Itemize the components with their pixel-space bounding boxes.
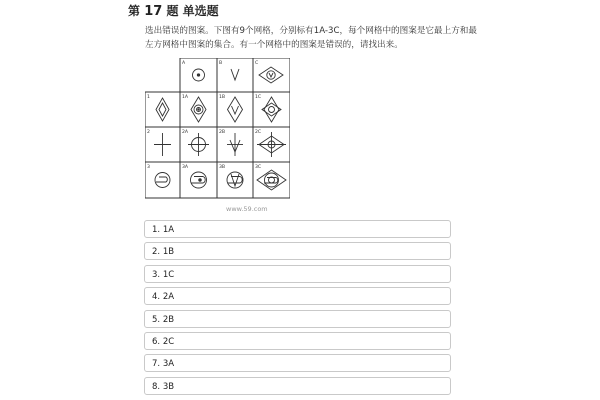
cell-2c-pattern (257, 132, 286, 157)
option-index: 7. (152, 359, 161, 370)
col-label-b: B (219, 61, 223, 66)
option-1c[interactable] (144, 265, 451, 283)
option-label: 1B (162, 247, 175, 258)
option-2b[interactable] (144, 310, 451, 328)
watermark: www.59.com (226, 205, 268, 213)
puzzle-figure (145, 58, 290, 216)
row-label-2: 2 (147, 130, 150, 135)
cell-1c-pattern (262, 97, 281, 122)
spiral-shape (155, 173, 170, 188)
cell-label-1b: 1B (219, 95, 226, 100)
option-label: 1A (162, 225, 175, 235)
cell-2a-pattern (188, 133, 209, 156)
option-2c[interactable] (144, 332, 451, 350)
diamond-shape (156, 98, 169, 121)
eye-shape (259, 67, 283, 83)
cell-1b-pattern (228, 97, 243, 122)
cell-label-3a: 3A (182, 165, 189, 170)
title-prefix: 第 (128, 4, 141, 18)
option-list (144, 220, 451, 399)
cell-2b-pattern (227, 133, 243, 156)
option-3b[interactable] (144, 377, 451, 395)
option-label: 1C (162, 269, 175, 280)
option-3a[interactable] (144, 354, 451, 372)
option-1a[interactable] (144, 220, 451, 238)
cross-shape (154, 133, 171, 156)
option-label: 2B (162, 314, 175, 325)
cell-3a-pattern (191, 172, 207, 188)
question-number: 17 (144, 4, 163, 19)
question-text: 选出错误的图案。下图有9个网格，分别标有1A-3C，每个网格中的图案是它最上方和最左方网格中图案的集合。有一个网格中的图案是错误的，请找出来。 (145, 26, 477, 50)
option-index: 3. (152, 269, 161, 280)
cell-label-1c: 1C (255, 95, 262, 100)
cell-3c-pattern (257, 170, 286, 190)
cell-label-3c: 3C (255, 165, 262, 170)
col-label-a: A (182, 61, 186, 66)
row-label-3: 3 (147, 165, 150, 170)
option-2a[interactable] (144, 287, 451, 305)
cell-label-2a: 2A (182, 130, 189, 135)
puzzle-grid-svg (145, 58, 290, 216)
cell-1a-pattern (191, 97, 206, 122)
v-shape (231, 69, 239, 80)
cell-label-3b: 3B (219, 165, 226, 170)
cell-label-2b: 2B (219, 130, 226, 135)
option-label: 3A (162, 359, 175, 370)
row-label-1: 1 (147, 95, 150, 100)
option-index: 5. (152, 314, 161, 325)
option-label: 2C (162, 336, 175, 347)
option-index: 4. (152, 292, 161, 303)
option-label: 2A (162, 292, 175, 303)
title-suffix: 题 单选题 (166, 4, 219, 18)
option-label: 3B (162, 381, 175, 392)
question-title (128, 2, 219, 19)
option-index: 2. (152, 247, 161, 258)
cell-label-2c: 2C (255, 130, 262, 135)
option-1b[interactable] (144, 242, 451, 260)
option-index: 8. (152, 381, 161, 392)
col-label-c: C (255, 61, 259, 66)
circle-dot-shape (193, 69, 205, 81)
cell-label-1a: 1A (182, 95, 189, 100)
option-index: 6. (152, 336, 161, 347)
option-index: 1. (152, 225, 161, 235)
cell-3b-pattern (227, 172, 243, 188)
